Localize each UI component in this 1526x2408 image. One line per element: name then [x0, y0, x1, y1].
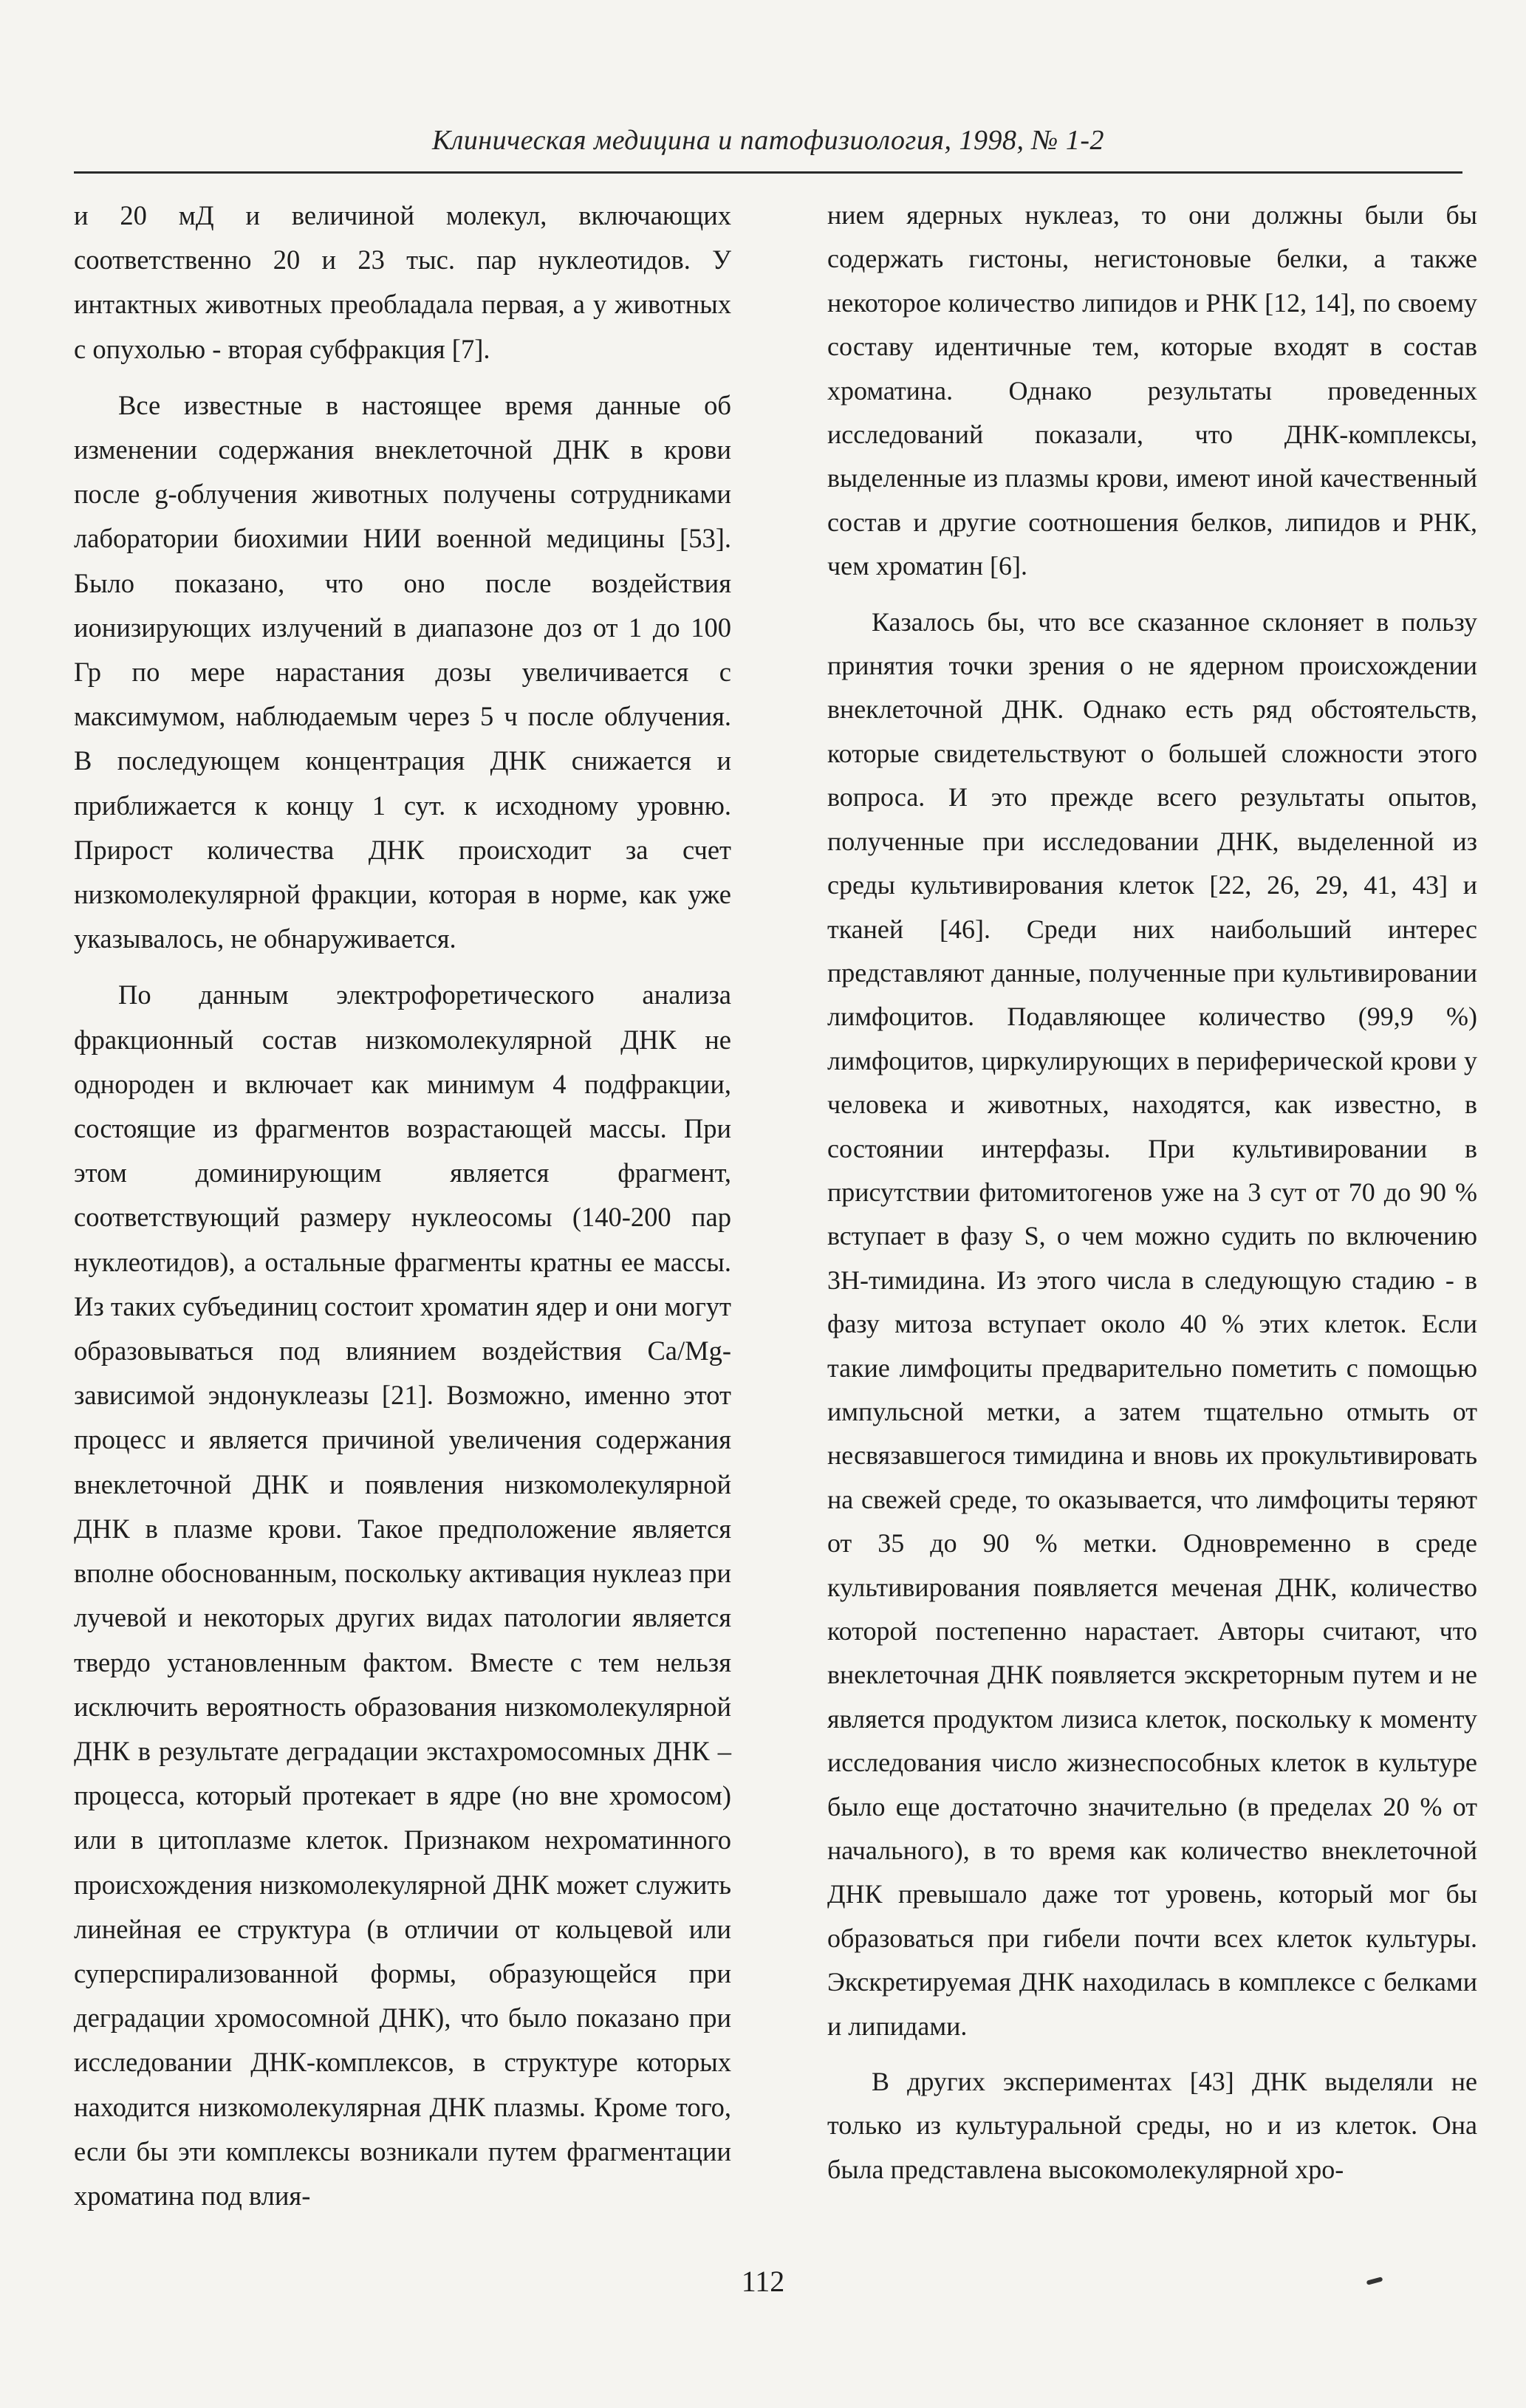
page-number: 112: [741, 2265, 785, 2298]
paragraph: По данным электрофоретического анализа фракционный состав низкомолекулярной ДНК не однороден и включает как минимум 4 подфракции, состоящие из фрагментов возрастающей массы. При этом доминирующим является фрагмент, соответствующий размеру нуклеосомы (140-200 пар нуклеотидов), а остальные фрагменты кратны ее массы. Из таких субъединиц состоит хроматин ядер и они могут образовываться под влиянием воздействия Ca/Mg-зависимой эндонуклеазы [21]. Возможно, именно этот процесс и является причиной увеличения содержания внеклеточной ДНК и появления низкомолекулярной ДНК в плазме крови. Такое предположение является вполне обоснованным, поскольку активация нуклеаз при лучевой и некоторых других видах патологии является твердо установленным фактом. Вместе с тем нельзя исключить вероятность образования низкомолекулярной ДНК в результате деградации экстахромосомных ДНК – процесса, который протекает в ядре (но вне хромосом) или в цитоплазме клеток. Признаком нехроматинного происхождения низкомолекулярной ДНК может служить линейная ее структура (в отличии от кольцевой или суперспирализованной формы, образующейся при деградации хромосомной ДНК), что было показано при исследовании ДНК-комплексов, в структуре которых находится низкомолекулярная ДНК плазмы. Кроме того, если бы эти комплексы возникали путем фрагментации хроматина под влия-: [74, 979, 731, 2211]
header-rule: [74, 171, 1462, 174]
paragraph: Казалось бы, что все сказанное склоняет в пользу принятия точки зрения о не ядерном происхождении внеклеточной ДНК. Однако есть ряд обстоятельств, которые свидетельствуют о большей сложности этого вопроса. И это прежде всего результаты опытов, полученные при исследовании ДНК, выделенной из среды культивирования клеток [22, 26, 29, 41, 43] и тканей [46]. Среди них наибольший интерес представляют данные, полученные при культивировании лимфоцитов. Подавляющее количество (99,9 %) лимфоцитов, циркулирующих в периферической крови у человека и животных, находятся, как известно, в состоянии интерфазы. При культивировании в присутствии фитомитогенов уже на 3 сут от 70 до 90 % вступает в фазу S, о чем можно судить по включению 3Н-тимидина. Из этого числа в следующую стадию - в фазу митоза вступает около 40 % этих клеток. Если такие лимфоциты предварительно пометить с помощью импульсной метки, а затем тщательно отмыть от несвязавшегося тимидина и вновь их прокультивировать на свежей среде, то оказывается, что лимфоциты теряют от 35 до 90 % метки. Одновременно в среде культивирования появляется меченая ДНК, количество которой постепенно нарастает. Авторы считают, что внеклеточная ДНК появляется экскреторным путем и не является продуктом лизиса клеток, поскольку к моменту исследования число жизнеспособных клеток в культуре было еще достаточно значительно (в пределах 20 % от начального), в то время как количество внеклеточной ДНК превышало даже тот уровень, который мог бы образоваться при гибели почти всех клеток культуры. Экскретируемая ДНК находилась в комплексе с белками и липидами.: [827, 606, 1477, 2041]
right-column: [827, 194, 1477, 2203]
paragraph: и 20 мД и величиной молекул, включающих соответственно 20 и 23 тыс. пар нуклеотидов. У интактных животных преобладала первая, а у животных с опухолью - вторая субфракция [7].: [74, 200, 731, 364]
left-column: [74, 194, 731, 2230]
paragraph: В других экспериментах [43] ДНК выделяли не только из культуральной среды, но и из клеток. Она была представлена высокомолекулярной хро-: [827, 2067, 1477, 2184]
paragraph: нием ядерных нуклеаз, то они должны были бы содержать гистоны, негистоновые белки, а также некоторое количество липидов и РНК [12, 14], по своему составу идентичные тем, которые входят в состав хроматина. Однако результаты проведенных исследований показали, что ДНК-комплексы, выделенные из плазмы крови, имеют иной качественный состав и другие соотношения белков, липидов и РНК, чем хроматин [6].: [827, 200, 1477, 581]
paragraph: Все известные в настоящее время данные об изменении содержания внеклеточной ДНК в крови после g-облучения животных получены сотрудниками лаборатории биохимии НИИ военной медицины [53]. Было показано, что оно после воздействия ионизирующих излучений в диапазоне доз от 1 до 100 Гр по мере нарастания дозы увеличивается с максимумом, наблюдаемым через 5 ч после облучения. В последующем концентрация ДНК снижается и приближается к концу 1 сут. к исходному уровню. Прирост количества ДНК происходит за счет низкомолекулярной фракции, которая в норме, как уже указывалось, не обнаруживается.: [74, 389, 731, 954]
running-header: Клиническая медицина и патофизиология, 1998, № 1-2: [431, 125, 1105, 156]
